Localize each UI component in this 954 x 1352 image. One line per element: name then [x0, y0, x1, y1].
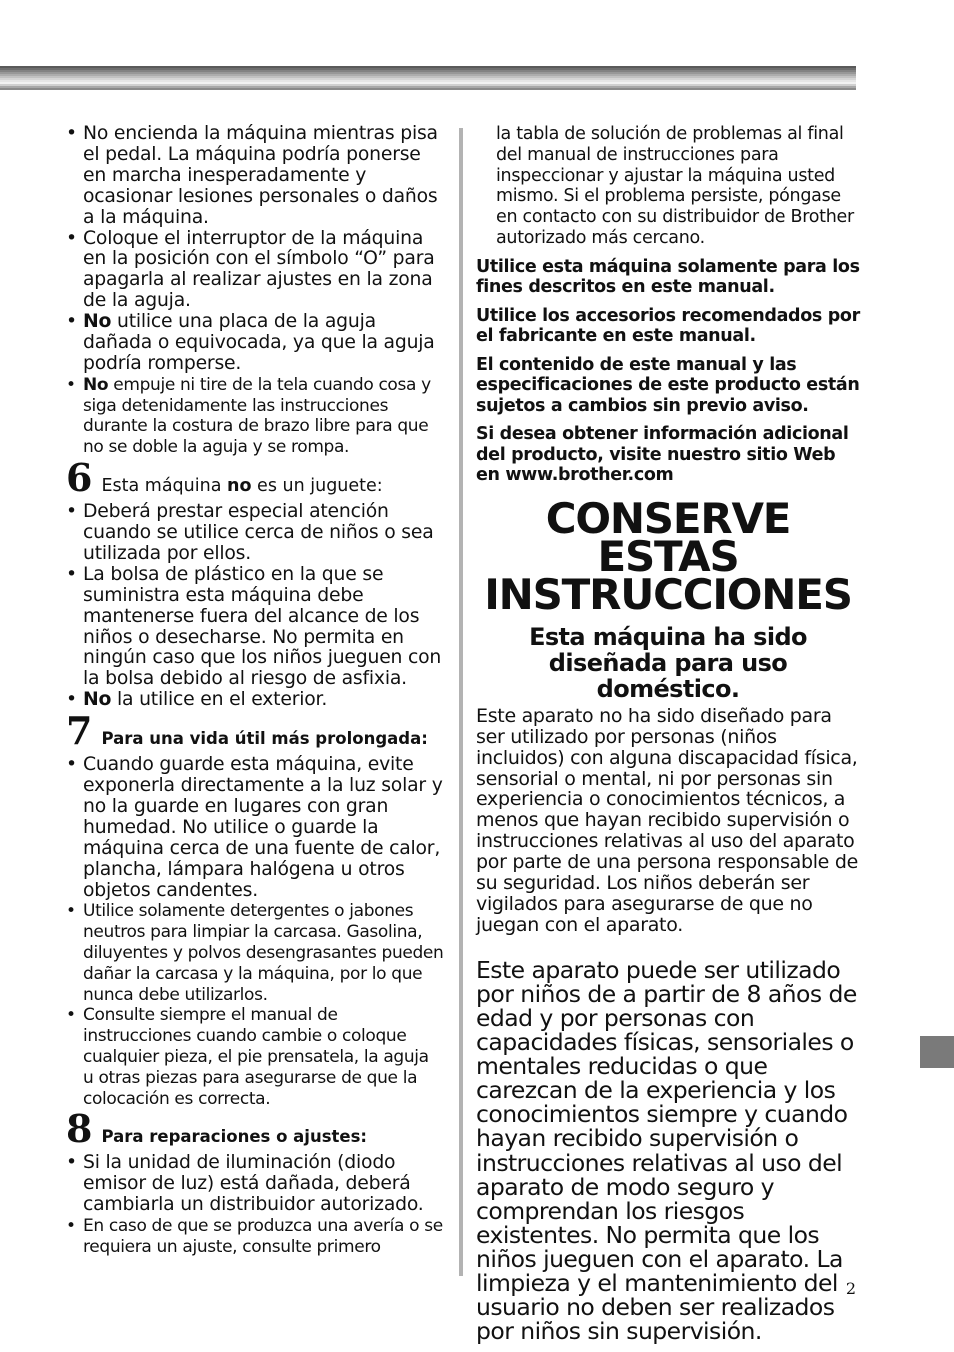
bullet-item: [66, 1153, 444, 1216]
continuation-paragraph: la tabla de solución de problemas al final del manual de instrucciones para inspeccionar y ajustar la máquina usted mismo. Si el problema persiste, póngase en contacto con su distribuidor de Brother autorizado más cercano.: [496, 124, 854, 248]
emphasis-text: No: [83, 689, 112, 711]
page-number: 2: [845, 1279, 856, 1298]
section-bullet-list: [66, 1153, 444, 1257]
section-title: [101, 1127, 367, 1146]
left-column: [66, 124, 444, 1258]
section-bullet-list: [66, 502, 444, 711]
column-divider: [459, 128, 463, 1276]
run-text: La bolsa de plástico en la que se suministra esta máquina debe mantenerse fuera del alcance de los niños o desecharse. No permita en ningún caso que los niños jueguen con la bolsa debido al riesgo de asfixia.: [83, 563, 442, 690]
disability-paragraph: Este aparato no ha sido diseñado para ser utilizado por personas (niños incluidos) con alguna discapacidad física, sensorial o mental, ni por personas sin experiencia o conocimientos técnicos, a menos que hayan recibido supervisión o instrucciones relativas al uso del aparato por parte de una persona responsable de su seguridad. Los niños deberán ser vigilados para asegurarse de que no juegan con el aparato.: [476, 704, 858, 936]
run-text: Para reparaciones o ajustes:: [101, 1127, 368, 1147]
subheading-line2: diseñada para uso doméstico.: [548, 648, 788, 703]
bullet-item: [66, 755, 444, 901]
section-heading-8: [66, 1106, 444, 1152]
bold-notices: [476, 257, 860, 486]
header-gradient-bar: [0, 66, 856, 90]
section-heading-7: [66, 708, 444, 754]
section-number: 7: [66, 708, 93, 754]
run-text: Esta máquina: [101, 476, 227, 497]
bold-notice: El contenido de este manual y las especificaciones de este producto están sujetos a cambios sin previo aviso.: [476, 354, 860, 416]
bold-notice: Si desea obtener información adicional del producto, visite nuestro sitio Web en www.brother.com: [476, 424, 849, 486]
children-paragraph: Este aparato puede ser utilizado por niños de a partir de 8 años de edad y por personas con capacidades físicas, sensoriales o mentales reducidas o que carezcan de la experiencia y los conocimientos siempre y cuando hayan recibido supervisión o instrucciones relativas al uso del aparato de modo seguro y comprendan los riesgos existentes. No permita que los niños jueguen con el aparato. La limpieza y el mantenimiento del usuario no deben ser realizados por niños sin supervisión.: [476, 955, 857, 1346]
bullet-item: [66, 124, 444, 229]
intro-bullet-list: [66, 124, 444, 458]
bullet-item: [66, 1005, 444, 1109]
bullet-item: [66, 502, 444, 565]
conserve-heading-line1: CONSERVE ESTAS: [545, 493, 791, 581]
subheading-line1: Esta máquina ha sido: [529, 622, 807, 651]
section-title: [101, 729, 427, 748]
numbered-sections: [66, 455, 444, 1258]
domestic-use-subheading: [476, 624, 860, 702]
section-number: 8: [66, 1106, 93, 1152]
section-title: [101, 476, 382, 496]
section-bullet-list: [66, 755, 444, 1109]
run-text: Deberá prestar especial atención cuando se utilice cerca de niños o sea utilizada por ellos.: [83, 501, 434, 564]
bullet-item: [66, 901, 444, 1005]
run-text: Para una vida útil más prolongada:: [101, 729, 428, 749]
bullet-item: [66, 1216, 444, 1258]
run-text: No encienda la máquina mientras pisa el pedal. La máquina podría ponerse en marcha inesperadamente y ocasionar lesiones personales o daños a la máquina.: [83, 123, 438, 228]
bullet-item: [66, 312, 444, 375]
bullet-item: [66, 229, 444, 313]
run-text: utilice una placa de la aguja dañada o equivocada, ya que la aguja podría romperse.: [83, 311, 435, 374]
emphasis-text: no: [227, 476, 252, 497]
run-text: es un juguete:: [251, 476, 383, 497]
emphasis-text: No: [83, 311, 112, 333]
conserve-heading-line2: INSTRUCCIONES: [484, 569, 852, 619]
conserve-heading: [476, 493, 860, 619]
emphasis-text: No: [83, 374, 109, 395]
run-text: Cuando guarde esta máquina, evite exponerla directamente a la luz solar y no la guarde en lugares con gran humedad. No utilice o guarde la máquina cerca de una fuente de calor, plancha, lámpara halógena u otros objetos candentes.: [83, 754, 443, 901]
run-text: Consulte siempre el manual de instrucciones cuando cambie o coloque cualquier pieza, el pie prensatela, la aguja u otras piezas para asegurarse de que la colocación es correcta.: [83, 1005, 429, 1109]
bullet-item: [66, 690, 444, 711]
bold-notice: Utilice los accesorios recomendados por el fabricante en este manual.: [476, 305, 860, 347]
bullet-item: [66, 565, 444, 690]
header-stripe: [0, 88, 856, 90]
run-text: empuje ni tire de la tela cuando cosa y siga detenidamente las instrucciones durante la costura de brazo libre para que no se doble la aguja y se rompa.: [83, 374, 431, 458]
run-text: Si la unidad de iluminación (diodo emisor de luz) está dañada, deberá cambiarla un distribuidor autorizado.: [83, 1152, 424, 1216]
bullet-item: [66, 375, 444, 458]
run-text: En caso de que se produzca una avería o se requiera un ajuste, consulte primero: [83, 1216, 443, 1257]
run-text: Utilice solamente detergentes o jabones neutros para limpiar la carcasa. Gasolina, diluyentes y polvos desengrasantes pueden dañar la carcasa y la máquina, por lo que nunca debe utilizarlos.: [83, 901, 444, 1005]
run-text: la utilice en el exterior.: [111, 689, 328, 711]
chapter-tab: [920, 1036, 954, 1068]
right-column: [476, 124, 860, 1346]
section-heading-6: [66, 455, 444, 501]
run-text: Coloque el interruptor de la máquina en la posición con el símbolo “O” para apagarla al realizar ajustes en la zona de la aguja.: [83, 227, 435, 312]
section-number: 6: [66, 455, 93, 501]
bold-notice: Utilice esta máquina solamente para los fines descritos en este manual.: [476, 256, 860, 298]
